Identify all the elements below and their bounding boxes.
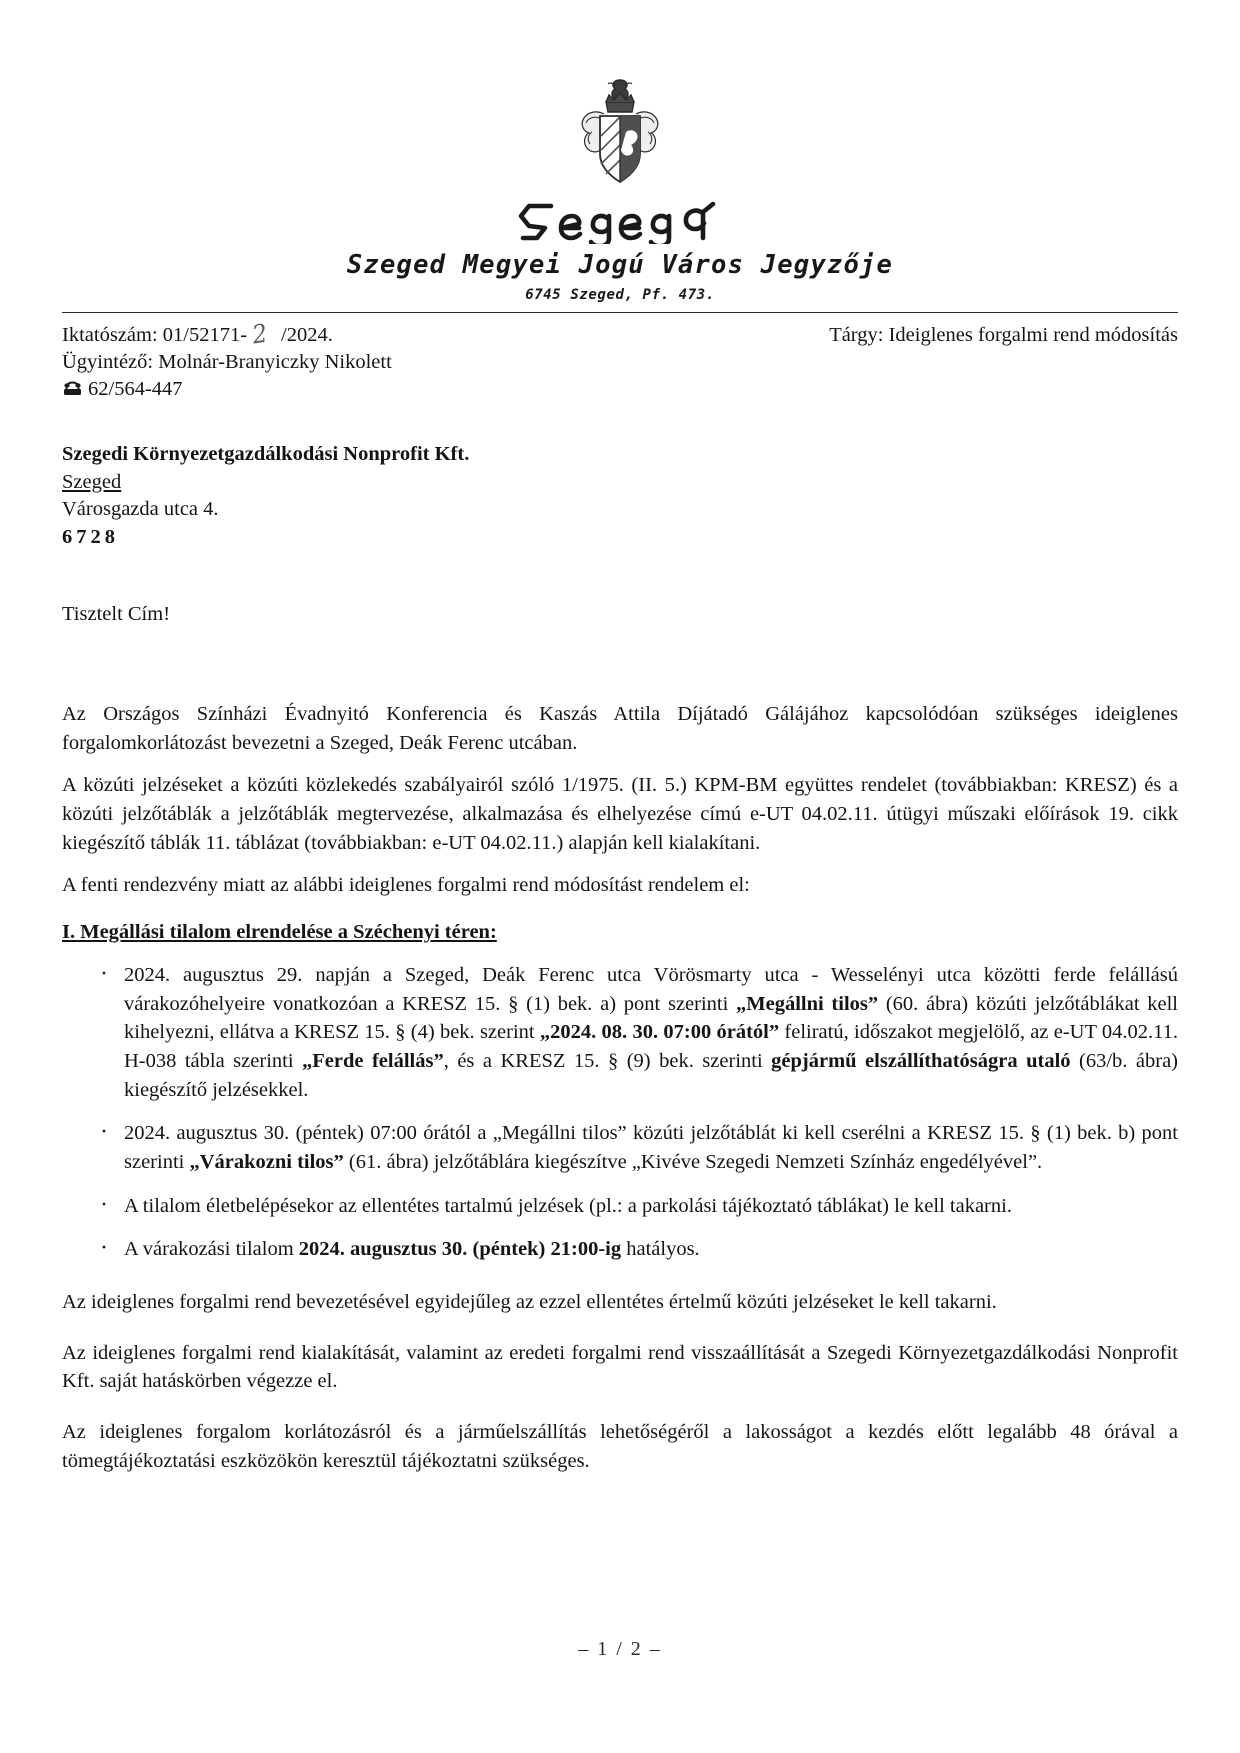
paragraph-intro: Az Országos Színházi Évadnyitó Konferencia és Kaszás Attila Díjátadó Gálájához kapcsolódóan szükséges ideiglenes forgalomkorlátozást bevezetni a Szeged, Deák Ferenc utcában.: [62, 703, 1178, 754]
rule-emphasis: „Várakozni tilos”: [189, 1150, 344, 1173]
rule-text: 2024. augusztus 30. (péntek) 07:00 órától a „Megállni tilos” közúti jelzőtáblát ki kell cserélni a KRESZ 15. § (1) bek. b) pont szerinti: [124, 1122, 1178, 1173]
file-number-suffix: /2024.: [281, 324, 333, 346]
rule-emphasis: „Ferde felállás”: [302, 1049, 444, 1072]
rule-text: hatályos.: [621, 1238, 700, 1261]
rule-emphasis: gépjármű elszállíthatóságra utaló: [771, 1049, 1071, 1072]
rule-text: , és a KRESZ 15. § (9) bek. szerinti: [443, 1049, 772, 1072]
header-divider: [62, 312, 1178, 313]
phone-number: 62/564-447: [88, 378, 183, 401]
szeged-coat-of-arms-icon: [0, 74, 1240, 204]
rule-text: A várakozási tilalom: [124, 1238, 299, 1261]
office-postal-address: 6745 Szeged, Pf. 473.: [525, 287, 715, 303]
telephone-icon: [62, 378, 83, 405]
file-number-handwritten-value: 2: [250, 319, 270, 351]
rule-item: [62, 1192, 1178, 1221]
phone-row: [62, 376, 1178, 405]
addressee-organization: Szegedi Környezetgazdálkodási Nonprofit Kft.: [62, 443, 470, 466]
rule-text: 2024. augusztus 29. napján a Szeged, Deák Ferenc utca Vörösmarty utca - Wesselényi utca közötti ferde felállású várakozóhelyeire vonatkozóan a KRESZ 15. § (1) bek. a) pont szerinti: [124, 963, 1178, 1015]
closing-paragraph: Az ideiglenes forgalmi rend kialakítását, valamint az eredeti forgalmi rend visszaállítását a Szegedi Környezetgazdálkodási Nonprofit Kft. saját hatáskörben végezze el.: [62, 1341, 1178, 1393]
szeged-wordmark: [0, 198, 1240, 244]
case-officer: Ügyintéző: Molnár-Branyiczky Nikolett: [62, 351, 392, 374]
reference-block: [62, 320, 1178, 405]
letterhead: [0, 0, 1240, 303]
rule-text: (60. ábra) közúti jelzőtáblákat kell kihelyezni, ellátva a KRESZ 15. § (4) bek. szerint: [124, 992, 1178, 1044]
rule-text: (63/b. ábra) kiegészítő jelzésekkel.: [124, 1049, 1178, 1101]
paragraph-order-intro: A fenti rendezvény miatt az alábbi ideiglenes forgalmi rend módosítást rendelem el:: [62, 874, 750, 897]
rule-text: (61. ábra) jelzőtáblára kiegészítve „Kivéve Szegedi Nemzeti Színház engedélyével”.: [343, 1150, 1043, 1173]
page-footer: [0, 1638, 1240, 1661]
rule-text: feliratú, időszakot megjelölő, az e-UT 04.02.11. H-038 tábla szerinti: [124, 1021, 1178, 1072]
salutation: Tisztelt Cím!: [62, 603, 171, 626]
rule-emphasis: 2024. augusztus 30. (péntek) 21:00-ig: [298, 1238, 622, 1261]
rules-list: [62, 961, 1178, 1264]
closing-paragraph: Az ideiglenes forgalom korlátozásról és a járműelszállítás lehetőségéről a lakosságot a kezdés előtt legalább 48 órával a tömegtájékoztatási eszközökön keresztül tájékoztatni szükséges.: [62, 1421, 1178, 1472]
page-number: – 1 / 2 –: [578, 1638, 662, 1660]
rule-emphasis: „Megállni tilos”: [736, 992, 879, 1015]
addressee-zip: 6728: [62, 525, 119, 548]
letter-body: [62, 700, 1178, 1475]
rule-item: [62, 961, 1178, 1104]
file-number: [62, 320, 333, 349]
rule-emphasis: „2024. 08. 30. 07:00 órától”: [539, 1021, 780, 1044]
section-title-i: I. Megállási tilalom elrendelése a Széchenyi téren:: [62, 921, 497, 944]
subject-line: Tárgy: Ideiglenes forgalmi rend módosítás: [829, 324, 1178, 346]
office-title: Szeged Megyei Jogú Város Jegyzője: [346, 250, 894, 280]
paragraph-legal-basis: A közúti jelzéseket a közúti közlekedés szabályairól szóló 1/1975. (II. 5.) KPM-BM együttes rendelet (továbbiakban: KRESZ) és a közúti jelzőtáblák a jelzőtáblák megtervezése, alkalmazása és elhelyezése címú e-UT 04.02.11. útügyi műszaki előírások 19. cikk kiegészítő táblák 11. táblázat (továbbiakban: e-UT 04.02.11.) alapján kell kialakítani.: [62, 774, 1178, 854]
closing-paragraphs: [62, 1288, 1178, 1475]
addressee-block: [62, 441, 1178, 551]
rule-item: [62, 1119, 1178, 1176]
reference-row-filenumber: [62, 320, 1178, 349]
file-number-prefix: 01/52171-: [162, 324, 248, 346]
closing-paragraph: Az ideiglenes forgalmi rend bevezetésével egyidejűleg az ezzel ellentétes értelmű közúti jelzéseket le kell takarni.: [62, 1291, 997, 1314]
addressee-street: Városgazda utca 4.: [62, 498, 219, 521]
rule-item: [62, 1235, 1178, 1264]
file-number-label: Iktatószám:: [62, 324, 158, 346]
addressee-city: Szeged: [62, 470, 122, 493]
rule-text: A tilalom életbelépésekor az ellentétes tartalmú jelzések (pl.: a parkolási tájékoztató táblákat) le kell takarni.: [124, 1194, 1012, 1217]
